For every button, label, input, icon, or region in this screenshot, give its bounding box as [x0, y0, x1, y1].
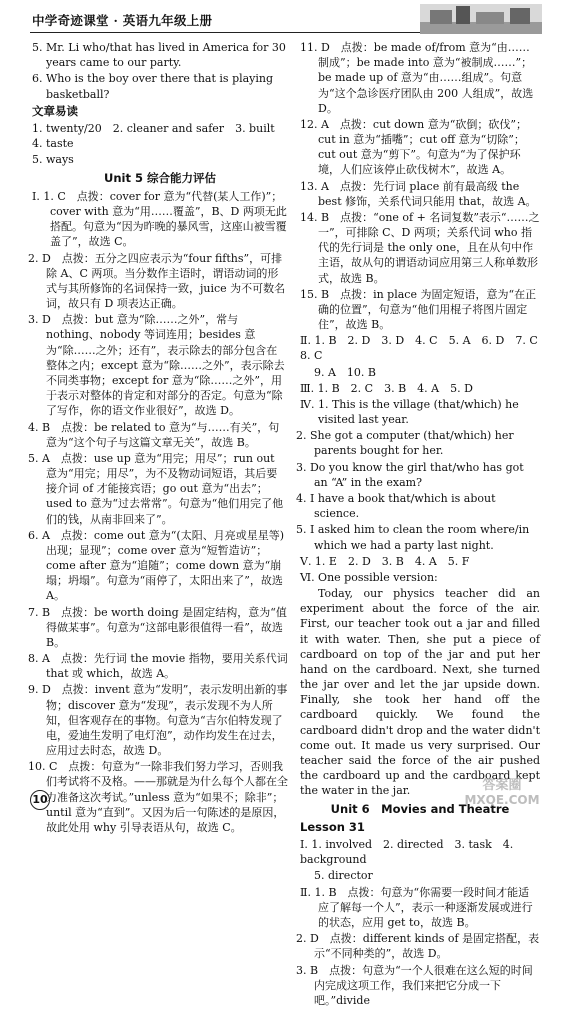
answer-line: 1. twenty/20 2. cleaner and safer 3. built 4. taste — [32, 121, 286, 150]
page-header — [0, 0, 563, 36]
unit-title: Unit 5 综合能力评估 — [104, 171, 216, 186]
watermark-logo — [452, 774, 552, 808]
lesson-heading: Lesson 31 — [300, 820, 365, 835]
answer-item: 6. A 点拨：come out 意为“(太阳、月亮或星星等)出现；显现”；come over 意为“短暂造访”；come after 意为“追随”；come down 意为“崩塌；坍塌”。句意为“雨停了，太阳出来了”，故选 A。 — [28, 528, 284, 603]
answer-item: 15. B 点拨：in place 为固定短语，意为“在正确的位置”，句意为“他们用棍子将图片固定住”，故选 B。 — [300, 287, 537, 332]
page-number: 10 — [30, 790, 50, 810]
answer-item: 13. A 点拨：先行词 place 前有最高级 the best 修饰，关系代词只能用 that，故选 A。 — [300, 179, 537, 208]
answer-item: 9. D 点拨：invent 意为“发明”，表示发明出新的事物；discover 意为“发现”，表示发现不为人所知，但客观存在的事物。句意为“吉尔伯特发现了电，爱迪生发明了电灯泡”，动作均发生在过去，应用过去时态，故选 D。 — [28, 683, 288, 758]
answer-item: 3. D 点拨：but 意为“除……之外”，常与 nothing、nobody 等词连用；besides 意为“除……之外；还有”，表示除去的部分包含在整体之内；except 意为“除……之外”，表示除去不同类事物；except for 意为“除……之外”，用于表示对整体的肯定和对部分的否定。句意为“除了写作，你的语文作业很好”，故选 D。 — [28, 313, 285, 418]
answer-item: 2. D 点拨：different kinds of 是固定搭配，表示“不同种类的”，故选 D。 — [296, 932, 540, 961]
answer-line: 9. A 10. B — [314, 365, 377, 379]
essay-paragraph: Today, our physics teacher did an experiment about the force of the air. First, our teacher took out a jar and filled it with water. Then, she put a piece of cardboard on top of the jar and put her hand on the cardboard. Next, she turned the jar over and let the jar upside down. Finally, she took her hand off the cardboard quickly. We found the cardboard didn't drop and the water didn't come out. It made us very surprised. Our teacher said the force of the air pushed the cardboard up and the cardboard kept the water in the jar. — [300, 587, 540, 798]
answer-item: Ⅳ. 1. This is the village (that/which) he visited last year. — [300, 397, 519, 427]
answer-item: 5. A 点拨：use up 意为“用完；用尽”；run out 意为“用完；用尽”，为不及物动词短语，其后要接介词 of 才能接宾语；go out 意为“出去”；used to 意为“过去常常”。句意为“他们用完了他们的钱，从南非回来了”。 — [28, 451, 284, 526]
answer-item: 14. B 点拨：“one of + 名词复数”表示“……之一”，可排除 C、D 两项；关系代词 who 指代的先行词是 the only one，且在从句中作主语，故从句的谓语动词应用第三人称单数形式，故选 B。 — [300, 210, 540, 285]
answer-line: Ⅴ. 1. E 2. D 3. B 4. A 5. F — [300, 554, 470, 568]
answer-item: 10. C 点拨：句意为“一除非我们努力学习，否则我们考试将不及格。——那就是为什么每个人都在全力准备这次考试。”unless 意为“如果不；除非”；until 意为“直到”。又因为后一句陈述的是原因，故此处用 why 引导表语从句，故选 C。 — [28, 760, 288, 834]
answer-line: Ⅱ. 1. B 2. D 3. D 4. C 5. A 6. D 7. C 8. C — [300, 334, 549, 363]
answer-line: 5. Mr. Li who/that has lived in America for 30 years came to our party. — [32, 41, 286, 70]
answer-item: 3. B 点拨：句意为“一个人很难在这么短的时间内完成这项工作，我们来把它分成一下吧。”divide — [296, 963, 533, 1007]
header-title: 中学奇迹课堂 · 英语九年级上册 — [32, 13, 213, 28]
answer-line: 5. director — [314, 869, 373, 883]
answer-item: 12. A 点拨：cut down 意为“砍倒；砍伐”；cut in 意为“插嘴”；cut off 意为“切除”；cut out 意为“剪下”。句意为“为了保护环境，人们应该停止砍伐树木”，故选 A。 — [300, 117, 528, 177]
section-heading: 文章易读 — [32, 103, 78, 118]
answer-item: Ⅰ. 1. C 点拨：cover for 意为“代替(某人工作)”；cover with 意为“用……覆盖”，B、D 两项无此搭配。句意为“因为昨晚的暴风雪，这座山被雪覆盖了”，故选 C。 — [32, 189, 287, 249]
answer-item: 4. B 点拨：be related to 意为“与……有关”，句意为“这个句子与这篇文章无关”，故选 B。 — [28, 420, 280, 449]
right-column — [296, 40, 549, 1009]
answer-line: 5. ways — [32, 152, 74, 166]
answer-line: Ⅲ. 1. B 2. C 3. B 4. A 5. D — [300, 381, 473, 395]
answer-item: Ⅱ. 1. B 点拨：句意为“你需要一段时间才能适应了解每一个人”，表示一种逐渐发展或进行的状态，应用 get to，故选 B。 — [300, 885, 533, 929]
left-column — [28, 40, 288, 836]
answer-item: 3. Do you know the girl that/who has got an “A” in the exam? — [296, 460, 524, 489]
answer-item: 2. She got a computer (that/which) her parents bought for her. — [296, 429, 514, 458]
unit-title: Unit 6 Movies and Theatre — [330, 802, 510, 817]
answer-line: Ⅵ. One possible version: — [300, 570, 438, 584]
answer-item: 7. B 点拨：be worth doing 是固定结构，意为“值得做某事”。句意为“这部电影很值得一看”，故选 B。 — [28, 605, 287, 649]
svg-text:答案圈: 答案圈 — [482, 778, 522, 793]
answer-item: 5. I asked him to clean the room where/in which we had a party last night. — [296, 523, 530, 552]
header-decoration-image — [420, 4, 542, 34]
svg-text:MXQE.COM: MXQE.COM — [464, 793, 540, 807]
answer-item: 2. D 点拨：五分之四应表示为“four fifths”，可排除 A、C 两项。当分数作主语时，谓语动词的形式与其所修饰的名词保持一致，juice 为不可数名词，故只有 D 项表达正确。 — [28, 251, 286, 311]
answer-line: 6. Who is the boy over there that is playing basketball? — [32, 72, 274, 101]
answer-item: 11. D 点拨：be made of/from 意为“由……制成”；be made into 意为“被制成……”；be made up of 意为“由……组成”。句意为“这个急诊医疗团队由 200 人组成”，故选 D。 — [300, 41, 534, 115]
answer-item: 8. A 点拨：先行词 the movie 指物，要用关系代词 that 或 which，故选 A。 — [28, 652, 288, 681]
answer-item: 4. I have a book that/which is about science. — [296, 491, 496, 521]
answer-line: Ⅰ. 1. involved 2. directed 3. task 4. background — [300, 838, 514, 867]
